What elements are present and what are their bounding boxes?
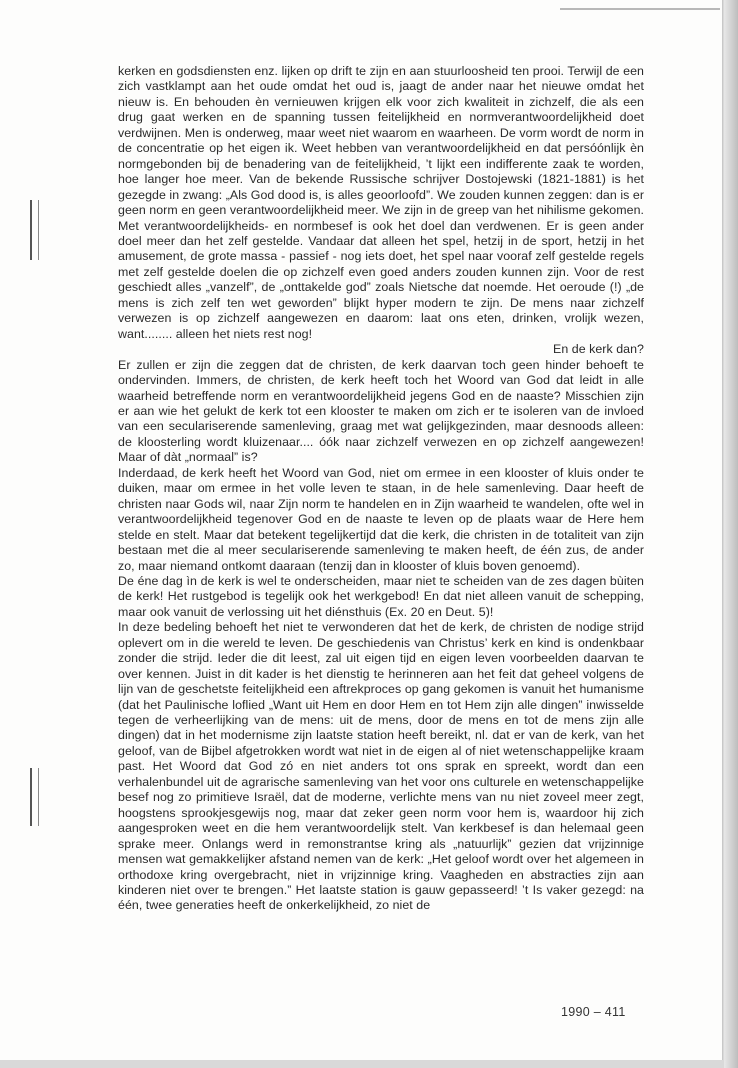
section-heading: En de kerk dan? [553,342,644,357]
paragraph: Er zullen er zijn die zeggen dat de christen, de kerk daarvan toch geen hinder behoeft te ondervinden. Immers, de christen, de kerk heeft toch het Woord van God dat leidt in alle waarheid betreffende norm en verantwoordelijkheid jegens God en de naaste? Misschien zijn er aan wie het gelukt de kerk tot een klooster te maken om zich er te isoleren van de invloed van een seculariserende samenleving, graag met wat gelijkgezinden, maar desnoods alleen: de kloosterling wordt kluizenaar.... óók naar zichzelf verwezen en op zichzelf aangewezen! Maar of dàt „normaal” is? [118,357,644,465]
article-body [118,64,644,914]
page-number: 1990 – 411 [561,1005,626,1019]
paragraph: kerken en godsdiensten enz. lijken op drift te zijn en aan stuurloosheid ten prooi. Terwijl de een zich vastklampt aan het oude omdat het oud is, jaagt de ander naar het nieuwe omdat het nieuw is. En behouden èn vernieuwen krijgen elk voor zich kwaliteit in zichzelf, die als een drug gaat werken en de spanning tussen feitelijkheid en normverantwoordelijkheid doet verdwijnen. Men is onderweg, maar weet niet waarom en waarheen. De vorm wordt de norm in de concentratie op het eigen ik. Weet hebben van verantwoordelijkheid en dat persóónlijk èn normgebonden bij de benadering van de feitelijkheid, ’t lijkt een indifferente zaak te worden, hoe langer hoe meer. Van de bekende Russische schrijver Dostojewski (1821-1881) is het gezegde in zwang: „Als God dood is, is alles geoorloofd”. We zouden kunnen zeggen: dan is er geen norm en geen verantwoordelijkheid meer. We zijn in de greep van het nihilisme gekomen. Met verantwoordelijkheids- en normbesef is ook het doel dan verdwenen. Er is geen ander doel meer dan het zelf gestelde. Vandaar dat alleen het spel, hetzij in de sport, hetzij in het amusement, de grote massa - passief - nog iets doet, het spel naar vooraf zelf gestelde regels met zelf gestelde doelen die op zichzelf even goed anders zouden kunnen zijn. Voor de rest geschiedt alles „vanzelf”, de „onttakelde god” zoals Nietsche dat noemde. Het oeroude (!) „de mens is zich zelf ten wet geworden” blijkt hyper modern te zijn. De mens naar zichzelf verwezen is op zichzelf aangewezen en daarom: laat ons eten, drinken, vrolijk wezen, want........ alleen het niets rest nog! [118,64,644,341]
binding-staple-mark [30,768,39,826]
page-edge-rule [560,8,720,10]
binding-staple-mark [30,200,39,260]
scan-edge [724,0,738,1068]
paragraph: De éne dag ìn de kerk is wel te onderscheiden, maar niet te scheiden van de zes dagen bùiten de kerk! Het rustgebod is tegelijk ook het werkgebod! En dat niet alleen vanuit de schepping, maar ook vanuit de verlossing uit het diénsthuis (Ex. 20 en Deut. 5)! [118,573,644,619]
paragraph: Inderdaad, de kerk heeft het Woord van God, niet om ermee in een klooster of kluis onder te duiken, maar om ermee in het volle leven te staan, in de hele samenleving. Daar heeft de christen naar Gods wil, naar Zijn norm te handelen en in Zijn waarheid te wandelen, ofte wel in verantwoordelijkheid tegenover God en de naaste te leven op de plaats waar de Here hem stelde en stelt. Maar dat betekent tegelijkertijd dat die kerk, die christen in de totaliteit van zijn bestaan met die al meer seculariserende samenleving te maken heeft, de één zus, de ander zo, maar niemand ontkomt daaraan (tenzij dan in klooster of kluis boven genoemd). [118,465,644,573]
paragraph: In deze bedeling behoeft het niet te verwonderen dat het de kerk, de christen de nodige strijd oplevert om in die wereld te leven. De geschiedenis van Christus’ kerk en kind is ondenkbaar zonder die strijd. Ieder die dit leest, zal uit eigen tijd en eigen leven voorbeelden daarvan te over kennen. Juist in dit kader is het dienstig te herinneren aan het feit dat geheel volgens de lijn van de geschetste feitelijkheid een aftrekproces op gang gekomen is vanuit het humanisme (dat het Paulinische loflied „Want uit Hem en door Hem en tot Hem zijn alle dingen” inwisselde tegen de verheerlijking van de mens: uit de mens, door de mens en tot de mens zijn alle dingen) dat in het modernisme zijn laatste station heeft bereikt, nl. dat er van de kerk, van het geloof, van de Bijbel afgetrokken wordt wat niet in de eigen al of niet wetenschappelijke kraam past. Het Woord dat God zó en niet anders tot ons sprak en spreekt, wordt dan een verhalenbundel uit de agrarische samenleving van het voor ons culturele en wetenschappelijke besef nog zo primitieve Israël, dat de moderne, verlichte mens van nu niet zoveel meer zegt, hoogstens sprookjesgewijs nog, maar dat zeker geen norm voor hem is, waardoor hij zich aangesproken weet en die hem verantwoordelijk stelt. Van kerkbesef is dan helemaal geen sprake meer. Onlangs werd in remonstrantse kring als „natuurlijk” gezien dat vrijzinnige mensen wat gemakkelijker afstand nemen van de kerk: „Het geloof wordt over het algemeen in orthodoxe kring overgebracht, niet in vrijzinnige kring. Vaagheden en abstracties zijn aan kinderen niet over te brengen.” Het laatste station is gauw gepasseerd! ’t Is vaker gezegd: na één, twee generaties heeft de onkerkelijkheid, zo niet de [118,620,644,913]
